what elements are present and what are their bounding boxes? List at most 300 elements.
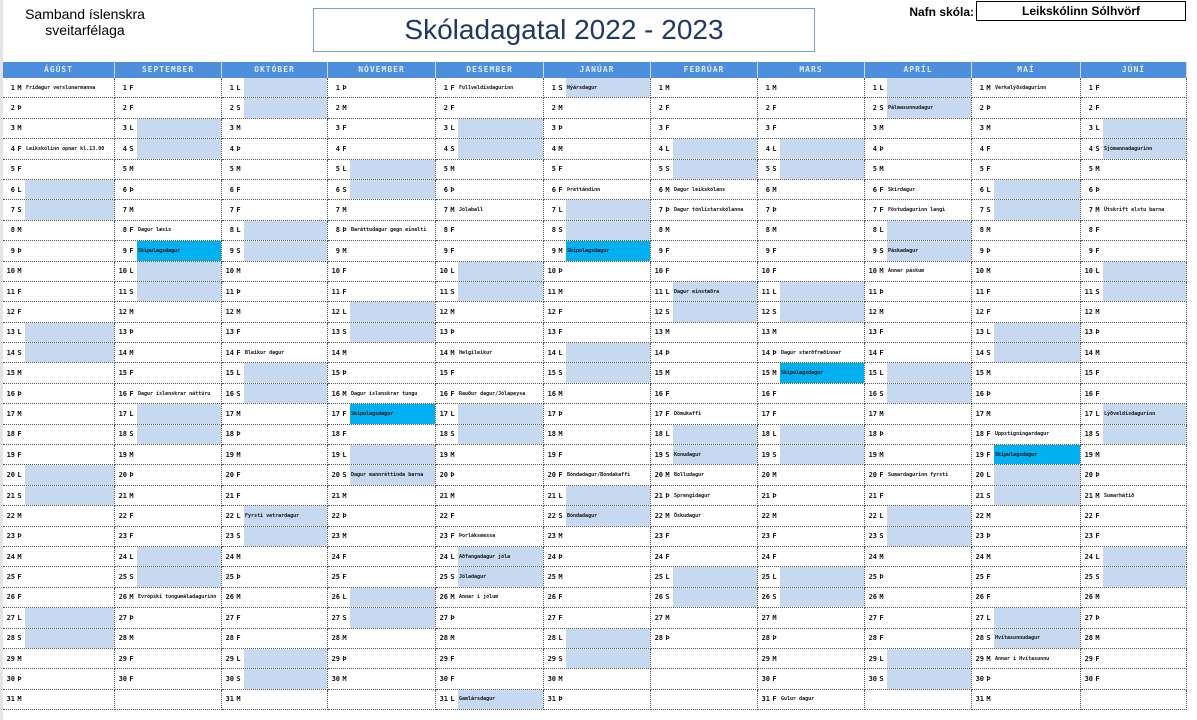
day-cell[interactable] — [3, 302, 115, 322]
day-cell[interactable] — [1081, 282, 1187, 302]
day-cell[interactable] — [651, 302, 758, 322]
day-cell[interactable] — [544, 241, 651, 261]
day-cell[interactable] — [544, 425, 651, 445]
day-cell[interactable] — [972, 119, 1081, 139]
day-cell[interactable] — [1081, 425, 1187, 445]
day-cell[interactable] — [1081, 98, 1187, 118]
day-cell[interactable] — [222, 384, 328, 404]
day-cell[interactable] — [1081, 119, 1187, 139]
day-cell[interactable] — [865, 119, 972, 139]
day-cell[interactable] — [115, 262, 222, 282]
day-cell[interactable] — [222, 200, 328, 220]
day-cell[interactable] — [328, 180, 436, 200]
day-cell[interactable] — [3, 629, 115, 649]
day-cell[interactable] — [758, 119, 865, 139]
day-cell[interactable] — [222, 98, 328, 118]
day-cell[interactable] — [328, 527, 436, 547]
day-cell[interactable] — [115, 649, 222, 669]
day-cell[interactable] — [651, 363, 758, 383]
day-cell[interactable] — [972, 262, 1081, 282]
day-cell[interactable] — [865, 180, 972, 200]
day-cell[interactable] — [222, 160, 328, 180]
day-cell[interactable] — [651, 221, 758, 241]
day-cell[interactable] — [758, 221, 865, 241]
day-cell[interactable] — [972, 78, 1081, 98]
day-cell[interactable] — [758, 302, 865, 322]
day-cell[interactable] — [3, 425, 115, 445]
day-cell[interactable] — [544, 119, 651, 139]
day-cell[interactable] — [972, 160, 1081, 180]
day-cell[interactable] — [222, 241, 328, 261]
day-cell[interactable] — [651, 547, 758, 567]
day-cell[interactable] — [544, 384, 651, 404]
day-cell[interactable] — [758, 486, 865, 506]
day-cell[interactable] — [651, 200, 758, 220]
day-cell[interactable] — [222, 180, 328, 200]
day-cell[interactable] — [115, 78, 222, 98]
day-cell[interactable] — [651, 445, 758, 465]
day-cell[interactable] — [758, 180, 865, 200]
day-cell[interactable] — [3, 241, 115, 261]
day-cell[interactable] — [222, 669, 328, 689]
day-cell[interactable] — [1081, 262, 1187, 282]
day-cell[interactable] — [1081, 139, 1187, 159]
day-cell[interactable] — [758, 200, 865, 220]
day-cell[interactable] — [115, 119, 222, 139]
day-cell[interactable] — [222, 506, 328, 526]
day-cell[interactable] — [328, 465, 436, 485]
day-cell[interactable] — [436, 527, 544, 547]
day-cell[interactable] — [436, 567, 544, 587]
day-cell[interactable] — [436, 649, 544, 669]
day-cell[interactable] — [758, 404, 865, 424]
day-cell[interactable] — [758, 669, 865, 689]
day-cell[interactable] — [972, 649, 1081, 669]
day-cell[interactable] — [436, 404, 544, 424]
day-cell[interactable] — [328, 608, 436, 628]
day-cell[interactable] — [651, 506, 758, 526]
day-cell[interactable] — [758, 465, 865, 485]
day-cell[interactable] — [436, 669, 544, 689]
day-cell[interactable] — [222, 78, 328, 98]
day-cell[interactable] — [115, 98, 222, 118]
day-cell[interactable] — [3, 486, 115, 506]
day-cell[interactable] — [222, 119, 328, 139]
day-cell[interactable] — [972, 384, 1081, 404]
day-cell[interactable] — [651, 608, 758, 628]
day-cell[interactable] — [758, 343, 865, 363]
day-cell[interactable] — [1081, 343, 1187, 363]
day-cell[interactable] — [544, 98, 651, 118]
day-cell[interactable] — [544, 343, 651, 363]
day-cell[interactable] — [651, 567, 758, 587]
day-cell[interactable] — [544, 465, 651, 485]
day-cell[interactable] — [972, 98, 1081, 118]
day-cell[interactable] — [436, 180, 544, 200]
day-cell[interactable] — [651, 98, 758, 118]
day-cell[interactable] — [115, 282, 222, 302]
day-cell[interactable] — [436, 160, 544, 180]
day-cell[interactable] — [758, 506, 865, 526]
day-cell[interactable] — [222, 323, 328, 343]
day-cell[interactable] — [544, 262, 651, 282]
day-cell[interactable] — [1081, 527, 1187, 547]
day-cell[interactable] — [328, 363, 436, 383]
day-cell[interactable] — [544, 690, 651, 710]
day-cell[interactable] — [436, 547, 544, 567]
day-cell[interactable] — [1081, 363, 1187, 383]
day-cell[interactable] — [972, 282, 1081, 302]
day-cell[interactable] — [3, 669, 115, 689]
day-cell[interactable] — [1081, 465, 1187, 485]
day-cell[interactable] — [115, 669, 222, 689]
day-cell[interactable] — [115, 404, 222, 424]
day-cell[interactable] — [328, 649, 436, 669]
day-cell[interactable] — [651, 527, 758, 547]
day-cell[interactable] — [115, 588, 222, 608]
day-cell[interactable] — [436, 629, 544, 649]
day-cell[interactable] — [865, 98, 972, 118]
day-cell[interactable] — [972, 486, 1081, 506]
day-cell[interactable] — [758, 363, 865, 383]
day-cell[interactable] — [3, 98, 115, 118]
day-cell[interactable] — [758, 445, 865, 465]
day-cell[interactable] — [115, 486, 222, 506]
day-cell[interactable] — [328, 302, 436, 322]
day-cell[interactable] — [115, 445, 222, 465]
day-cell[interactable] — [328, 98, 436, 118]
day-cell[interactable] — [1081, 506, 1187, 526]
day-cell[interactable] — [1081, 547, 1187, 567]
day-cell[interactable] — [222, 282, 328, 302]
day-cell[interactable] — [328, 241, 436, 261]
day-cell[interactable] — [758, 241, 865, 261]
day-cell[interactable] — [758, 384, 865, 404]
day-cell[interactable] — [865, 425, 972, 445]
school-name-cell[interactable]: Leikskólinn Sólhvörf — [976, 1, 1186, 21]
day-cell[interactable] — [651, 404, 758, 424]
day-cell[interactable] — [758, 160, 865, 180]
day-cell[interactable] — [972, 302, 1081, 322]
day-cell[interactable] — [972, 180, 1081, 200]
day-cell[interactable] — [865, 323, 972, 343]
day-cell[interactable] — [972, 547, 1081, 567]
day-cell[interactable] — [865, 629, 972, 649]
day-cell[interactable] — [436, 139, 544, 159]
day-cell[interactable] — [972, 690, 1081, 710]
day-cell[interactable] — [544, 649, 651, 669]
day-cell[interactable] — [328, 343, 436, 363]
day-cell[interactable] — [3, 180, 115, 200]
day-cell[interactable] — [328, 547, 436, 567]
day-cell[interactable] — [544, 139, 651, 159]
day-cell[interactable] — [651, 78, 758, 98]
day-cell[interactable] — [758, 629, 865, 649]
day-cell[interactable] — [3, 282, 115, 302]
day-cell[interactable] — [651, 465, 758, 485]
day-cell[interactable] — [1081, 629, 1187, 649]
day-cell[interactable] — [436, 445, 544, 465]
day-cell[interactable] — [222, 343, 328, 363]
day-cell[interactable] — [544, 323, 651, 343]
day-cell[interactable] — [436, 302, 544, 322]
day-cell[interactable] — [544, 608, 651, 628]
day-cell[interactable] — [115, 608, 222, 628]
day-cell[interactable] — [865, 649, 972, 669]
day-cell[interactable] — [328, 567, 436, 587]
day-cell[interactable] — [651, 323, 758, 343]
day-cell[interactable] — [436, 384, 544, 404]
day-cell[interactable] — [544, 78, 651, 98]
day-cell[interactable] — [328, 588, 436, 608]
day-cell[interactable] — [651, 425, 758, 445]
day-cell[interactable] — [222, 139, 328, 159]
day-cell[interactable] — [328, 445, 436, 465]
day-cell[interactable] — [758, 588, 865, 608]
day-cell[interactable] — [865, 669, 972, 689]
day-cell[interactable] — [222, 221, 328, 241]
day-cell[interactable] — [758, 527, 865, 547]
day-cell[interactable] — [436, 200, 544, 220]
day-cell[interactable] — [544, 200, 651, 220]
day-cell[interactable] — [328, 119, 436, 139]
day-cell[interactable] — [115, 506, 222, 526]
day-cell[interactable] — [865, 221, 972, 241]
day-cell[interactable] — [328, 404, 436, 424]
day-cell[interactable] — [436, 98, 544, 118]
day-cell[interactable] — [115, 302, 222, 322]
day-cell[interactable] — [3, 262, 115, 282]
day-cell[interactable] — [222, 486, 328, 506]
day-cell[interactable] — [544, 527, 651, 547]
day-cell[interactable] — [1081, 221, 1187, 241]
day-cell[interactable] — [651, 282, 758, 302]
day-cell[interactable] — [972, 425, 1081, 445]
day-cell[interactable] — [972, 343, 1081, 363]
day-cell[interactable] — [758, 608, 865, 628]
day-cell[interactable] — [1081, 78, 1187, 98]
day-cell[interactable] — [651, 343, 758, 363]
day-cell[interactable] — [3, 343, 115, 363]
day-cell[interactable] — [544, 282, 651, 302]
day-cell[interactable] — [328, 506, 436, 526]
day-cell[interactable] — [3, 527, 115, 547]
day-cell[interactable] — [328, 200, 436, 220]
day-cell[interactable] — [972, 608, 1081, 628]
day-cell[interactable] — [222, 547, 328, 567]
day-cell[interactable] — [972, 404, 1081, 424]
day-cell[interactable] — [651, 486, 758, 506]
day-cell[interactable] — [544, 180, 651, 200]
day-cell[interactable] — [865, 343, 972, 363]
day-cell[interactable] — [865, 78, 972, 98]
day-cell[interactable] — [544, 669, 651, 689]
day-cell[interactable] — [3, 649, 115, 669]
day-cell[interactable] — [436, 486, 544, 506]
day-cell[interactable] — [865, 160, 972, 180]
day-cell[interactable] — [3, 363, 115, 383]
day-cell[interactable] — [436, 282, 544, 302]
day-cell[interactable] — [544, 629, 651, 649]
day-cell[interactable] — [115, 465, 222, 485]
day-cell[interactable] — [1081, 180, 1187, 200]
day-cell[interactable] — [115, 221, 222, 241]
day-cell[interactable] — [865, 608, 972, 628]
day-cell[interactable] — [222, 527, 328, 547]
day-cell[interactable] — [222, 262, 328, 282]
day-cell[interactable] — [436, 425, 544, 445]
day-cell[interactable] — [436, 221, 544, 241]
day-cell[interactable] — [972, 629, 1081, 649]
day-cell[interactable] — [972, 527, 1081, 547]
day-cell[interactable] — [972, 323, 1081, 343]
day-cell[interactable] — [544, 302, 651, 322]
day-cell[interactable] — [328, 160, 436, 180]
day-cell[interactable] — [328, 384, 436, 404]
day-cell[interactable] — [436, 343, 544, 363]
day-cell[interactable] — [1081, 323, 1187, 343]
day-cell[interactable] — [328, 486, 436, 506]
day-cell[interactable] — [222, 649, 328, 669]
day-cell[interactable] — [222, 302, 328, 322]
day-cell[interactable] — [972, 465, 1081, 485]
day-cell[interactable] — [115, 180, 222, 200]
day-cell[interactable] — [544, 486, 651, 506]
day-cell[interactable] — [544, 567, 651, 587]
day-cell[interactable] — [1081, 404, 1187, 424]
day-cell[interactable] — [1081, 669, 1187, 689]
day-cell[interactable] — [865, 527, 972, 547]
day-cell[interactable] — [544, 445, 651, 465]
day-cell[interactable] — [1081, 486, 1187, 506]
day-cell[interactable] — [1081, 384, 1187, 404]
day-cell[interactable] — [115, 384, 222, 404]
day-cell[interactable] — [651, 384, 758, 404]
day-cell[interactable] — [222, 588, 328, 608]
day-cell[interactable] — [865, 363, 972, 383]
day-cell[interactable] — [972, 363, 1081, 383]
day-cell[interactable] — [436, 323, 544, 343]
day-cell[interactable] — [865, 506, 972, 526]
day-cell[interactable] — [3, 119, 115, 139]
day-cell[interactable] — [651, 588, 758, 608]
day-cell[interactable] — [222, 465, 328, 485]
day-cell[interactable] — [1081, 608, 1187, 628]
day-cell[interactable] — [222, 363, 328, 383]
day-cell[interactable] — [222, 567, 328, 587]
day-cell[interactable] — [3, 608, 115, 628]
day-cell[interactable] — [651, 180, 758, 200]
day-cell[interactable] — [115, 139, 222, 159]
day-cell[interactable] — [436, 363, 544, 383]
day-cell[interactable] — [436, 608, 544, 628]
day-cell[interactable] — [651, 139, 758, 159]
day-cell[interactable] — [328, 282, 436, 302]
day-cell[interactable] — [3, 200, 115, 220]
day-cell[interactable] — [865, 404, 972, 424]
day-cell[interactable] — [865, 465, 972, 485]
day-cell[interactable] — [865, 241, 972, 261]
day-cell[interactable] — [115, 527, 222, 547]
day-cell[interactable] — [1081, 160, 1187, 180]
day-cell[interactable] — [972, 506, 1081, 526]
day-cell[interactable] — [115, 629, 222, 649]
day-cell[interactable] — [544, 506, 651, 526]
day-cell[interactable] — [115, 363, 222, 383]
day-cell[interactable] — [3, 139, 115, 159]
day-cell[interactable] — [544, 363, 651, 383]
day-cell[interactable] — [1081, 302, 1187, 322]
day-cell[interactable] — [972, 567, 1081, 587]
day-cell[interactable] — [758, 78, 865, 98]
day-cell[interactable] — [865, 302, 972, 322]
day-cell[interactable] — [222, 629, 328, 649]
day-cell[interactable] — [758, 139, 865, 159]
day-cell[interactable] — [115, 567, 222, 587]
day-cell[interactable] — [1081, 588, 1187, 608]
day-cell[interactable] — [865, 547, 972, 567]
day-cell[interactable] — [865, 486, 972, 506]
day-cell[interactable] — [758, 282, 865, 302]
day-cell[interactable] — [1081, 200, 1187, 220]
day-cell[interactable] — [651, 241, 758, 261]
day-cell[interactable] — [436, 506, 544, 526]
day-cell[interactable] — [328, 221, 436, 241]
day-cell[interactable] — [651, 629, 758, 649]
day-cell[interactable] — [3, 690, 115, 710]
day-cell[interactable] — [436, 262, 544, 282]
day-cell[interactable] — [865, 200, 972, 220]
day-cell[interactable] — [972, 588, 1081, 608]
day-cell[interactable] — [328, 629, 436, 649]
day-cell[interactable] — [972, 200, 1081, 220]
day-cell[interactable] — [222, 404, 328, 424]
day-cell[interactable] — [651, 119, 758, 139]
day-cell[interactable] — [651, 160, 758, 180]
day-cell[interactable] — [865, 262, 972, 282]
day-cell[interactable] — [544, 221, 651, 241]
day-cell[interactable] — [436, 78, 544, 98]
day-cell[interactable] — [436, 119, 544, 139]
day-cell[interactable] — [328, 139, 436, 159]
day-cell[interactable] — [222, 690, 328, 710]
day-cell[interactable] — [1081, 649, 1187, 669]
day-cell[interactable] — [222, 445, 328, 465]
day-cell[interactable] — [436, 465, 544, 485]
day-cell[interactable] — [1081, 241, 1187, 261]
day-cell[interactable] — [436, 241, 544, 261]
day-cell[interactable] — [3, 221, 115, 241]
day-cell[interactable] — [3, 404, 115, 424]
day-cell[interactable] — [651, 262, 758, 282]
day-cell[interactable] — [115, 547, 222, 567]
day-cell[interactable] — [328, 323, 436, 343]
day-cell[interactable] — [758, 649, 865, 669]
day-cell[interactable] — [865, 282, 972, 302]
day-cell[interactable] — [865, 445, 972, 465]
day-cell[interactable] — [544, 404, 651, 424]
day-cell[interactable] — [972, 221, 1081, 241]
day-cell[interactable] — [328, 669, 436, 689]
day-cell[interactable] — [222, 608, 328, 628]
day-cell[interactable] — [328, 78, 436, 98]
day-cell[interactable] — [3, 160, 115, 180]
day-cell[interactable] — [865, 588, 972, 608]
day-cell[interactable] — [222, 425, 328, 445]
day-cell[interactable] — [865, 384, 972, 404]
day-cell[interactable] — [115, 425, 222, 445]
day-cell[interactable] — [758, 547, 865, 567]
